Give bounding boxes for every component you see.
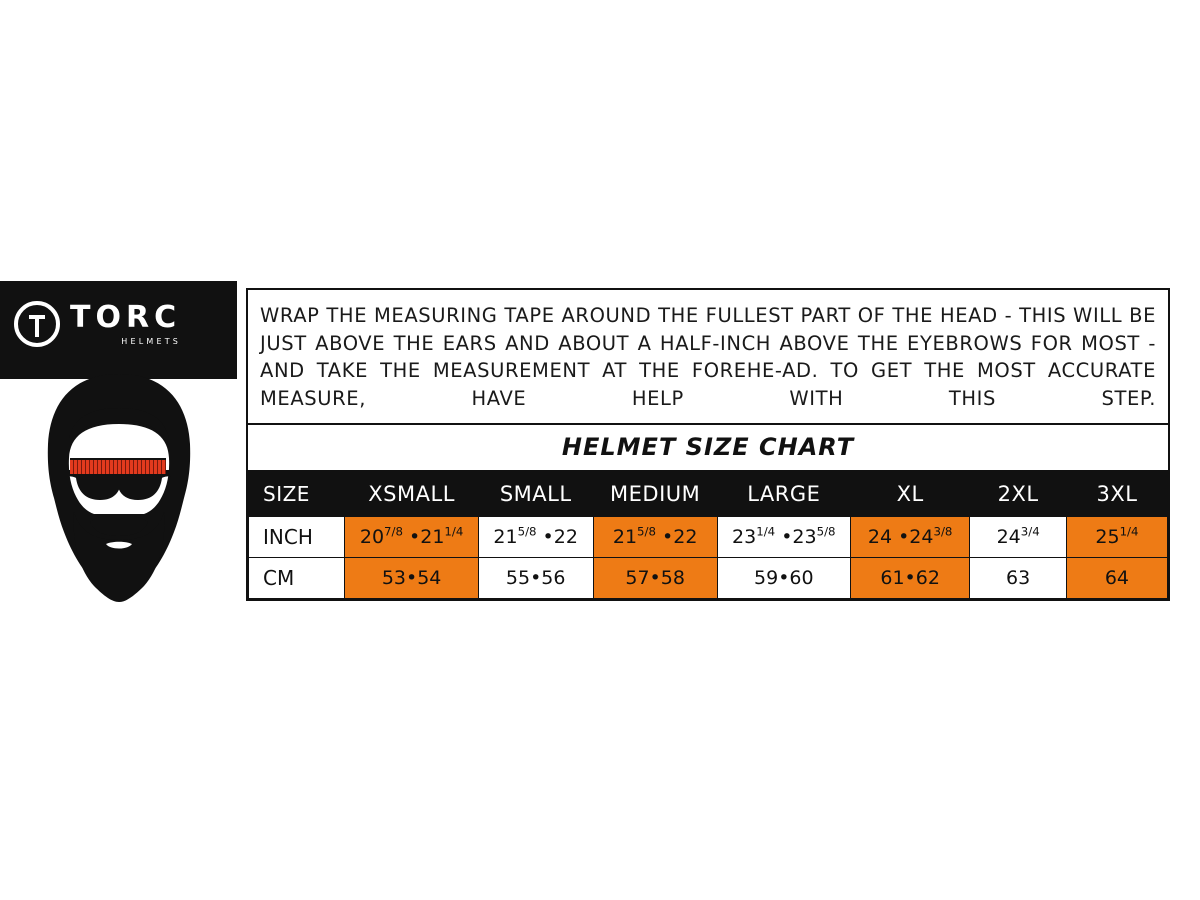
chart-title: HELMET SIZE CHART [248, 425, 1168, 472]
brand-logo-block [0, 281, 237, 379]
cell-inch-medium: $21^{5/8}$ •22 [593, 516, 717, 557]
cell-cm-2xl: 63 [970, 557, 1066, 598]
brand-logo-inner [14, 301, 181, 347]
torc-circle-t-icon [14, 301, 60, 347]
col-header-large: LARGE [717, 472, 850, 516]
col-header-2xl: 2XL [970, 472, 1066, 516]
cell-inch-large: $23^{1/4}$ $•23^{5/8}$ [717, 516, 850, 557]
instructions-block [248, 290, 1168, 425]
table-header-row [249, 472, 1168, 516]
cell-inch-small: $21^{5/8}$ •22 [478, 516, 593, 557]
brand-wordmark [70, 299, 182, 346]
cell-inch-3xl: $25^{1/4}$ [1066, 516, 1167, 557]
cell-cm-xsmall: 53•54 [345, 557, 478, 598]
brand-subtitle: HELMETS [121, 336, 182, 346]
cell-inch-2xl: $24^{3/4}$ [970, 516, 1066, 557]
brand-name: TORC [70, 299, 182, 335]
cell-cm-3xl: 64 [1066, 557, 1167, 598]
bearded-man-head-illustration [24, 372, 214, 612]
col-header-medium: MEDIUM [593, 472, 717, 516]
cell-inch-xsmall: $20^{7/8}$ $•21^{1/4}$ [345, 516, 478, 557]
row-label-cm: CM [249, 557, 345, 598]
cell-cm-large: 59•60 [717, 557, 850, 598]
cell-cm-xl: 61•62 [850, 557, 969, 598]
helmet-size-table [248, 472, 1168, 599]
measuring-tape-band-icon [70, 458, 166, 476]
table-row [249, 516, 1168, 557]
size-chart-panel [246, 288, 1170, 601]
col-header-xsmall: XSMALL [345, 472, 478, 516]
instructions-text: WRAP THE MEASURING TAPE AROUND THE FULLEST PART OF THE HEAD - THIS WILL BE JUST ABOVE THE EARS AND ABOUT A HALF-INCH ABOVE THE EYEBROWS FOR MOST - AND TAKE THE MEASUREMENT AT THE FOREHE-AD. TO GET THE MOST ACCURATE MEASURE, HAVE HELP WITH THIS STEP. [260, 304, 1156, 411]
cell-cm-medium: 57•58 [593, 557, 717, 598]
col-header-small: SMALL [478, 472, 593, 516]
cell-inch-xl: 24 $•24^{3/8}$ [850, 516, 969, 557]
table-row [249, 557, 1168, 598]
col-header-xl: XL [850, 472, 969, 516]
row-label-inch: INCH [249, 516, 345, 557]
col-header-size: SIZE [249, 472, 345, 516]
cell-cm-small: 55•56 [478, 557, 593, 598]
col-header-3xl: 3XL [1066, 472, 1167, 516]
